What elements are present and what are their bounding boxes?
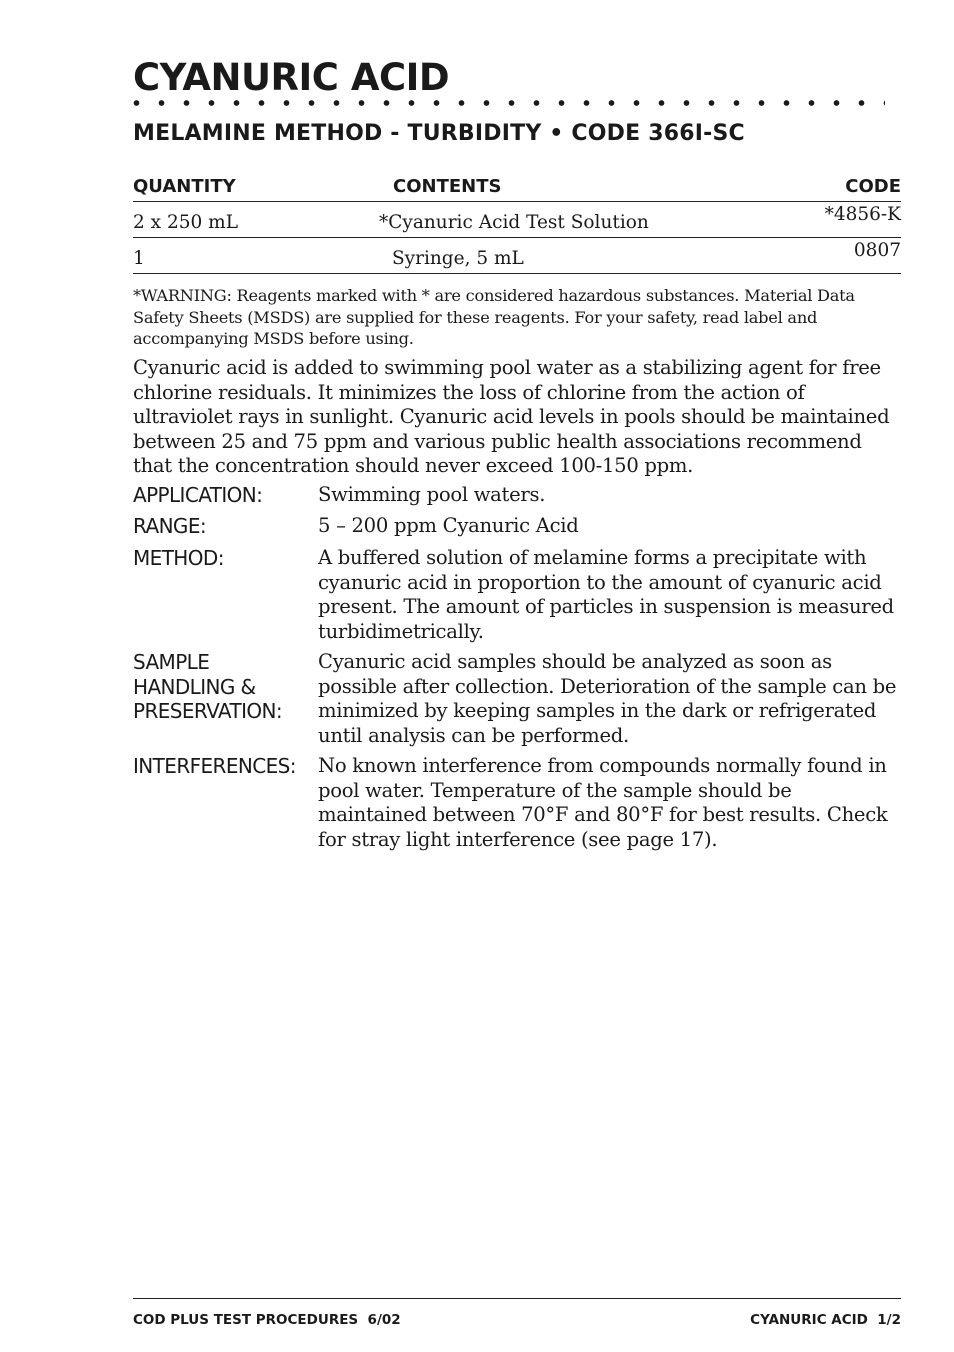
row-quantity: 1 [133, 248, 145, 269]
section-text: 5 – 200 ppm Cyanuric Acid [318, 514, 579, 537]
section-text: A buffered solution of melamine forms a precipitate with cyanuric acid in proportion to the amount of cyanuric acid present. The amount of particles in suspension is measured turbidimetrically. [318, 546, 894, 643]
row-code: *4856-K [824, 204, 901, 225]
section-label: INTERFERENCES: [133, 754, 296, 778]
row-code: 0807 [853, 240, 901, 261]
row-contents: Syringe, 5 mL [392, 248, 524, 269]
document-page [133, 0, 901, 1352]
footer-right: CYANURIC ACID 1/2 [750, 1312, 901, 1328]
section-label: METHOD: [133, 546, 224, 570]
dotted-divider [133, 99, 885, 107]
table-row [133, 203, 901, 238]
table-row [133, 239, 901, 274]
contents-table-header [133, 174, 901, 202]
section-text: Swimming pool waters. [318, 483, 546, 506]
section-label: RANGE: [133, 514, 207, 538]
section-text: No known interference from compounds normally found in pool water. Temperature of the sample should be maintained between 70°F and 80°F for best results. Check for stray light interference (see page 17). [318, 754, 888, 851]
hazard-warning: *WARNING: Reagents marked with * are considered hazardous substances. Material Data Safety Sheets (MSDS) are supplied for these reagents. For your safety, read label and accompanying MSDS before using. [133, 286, 855, 348]
section-label: SAMPLE HANDLING & PRESERVATION: [133, 650, 283, 723]
section-label: APPLICATION: [133, 483, 263, 507]
row-quantity: 2 x 250 mL [133, 212, 238, 233]
header-contents: CONTENTS [393, 176, 502, 197]
row-contents: *Cyanuric Acid Test Solution [379, 212, 649, 233]
header-quantity: QUANTITY [133, 176, 236, 197]
intro-paragraph: Cyanuric acid is added to swimming pool water as a stabilizing agent for free chlorine residuals. It minimizes the loss of chlorine from the action of ultraviolet rays in sunlight. Cyanuric acid levels in pools should be maintained between 25 and 75 ppm and various public health associations recommend that the concentration should never exceed 100-150 ppm. [133, 356, 890, 477]
footer-left: COD PLUS TEST PROCEDURES 6/02 [133, 1312, 401, 1328]
page-title: CYANURIC ACID [133, 56, 450, 99]
method-subtitle: MELAMINE METHOD - TURBIDITY • CODE 366I-SC [133, 121, 745, 146]
header-code: CODE [845, 176, 901, 197]
section-text: Cyanuric acid samples should be analyzed as soon as possible after collection. Deterioration of the sample can be minimized by keeping samples in the dark or refrigerated until analysis can be performed. [318, 650, 897, 747]
footer-divider [133, 1298, 901, 1299]
